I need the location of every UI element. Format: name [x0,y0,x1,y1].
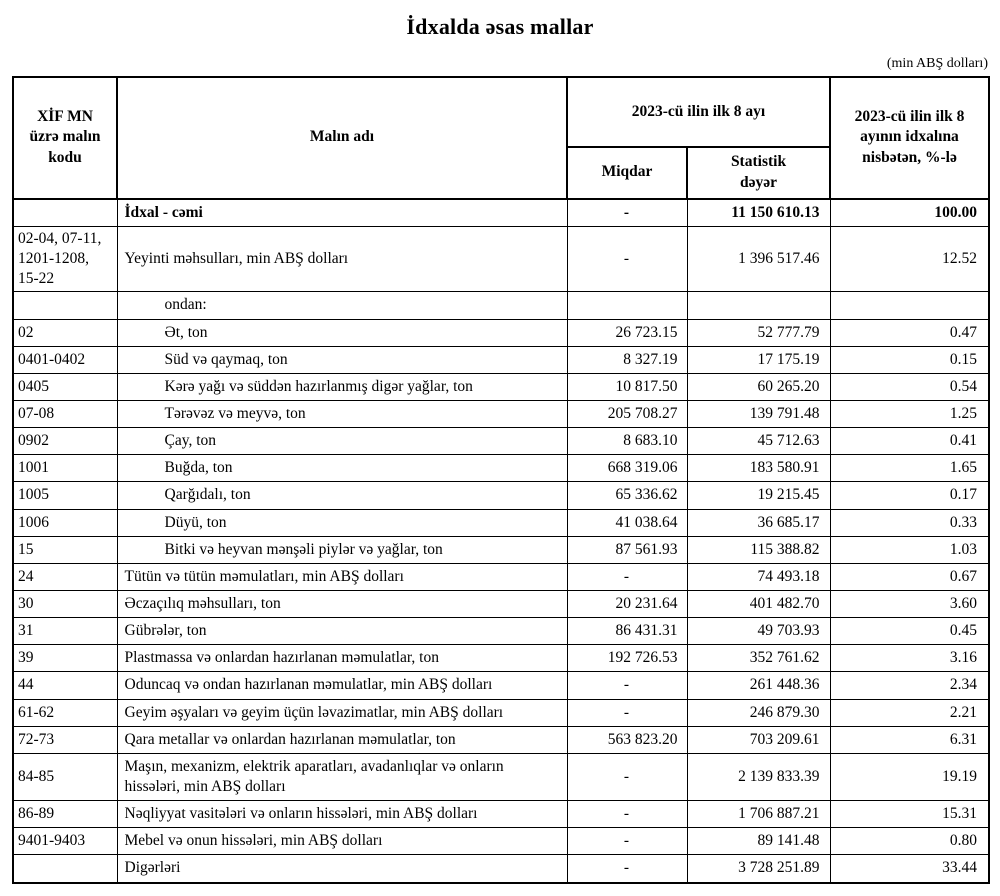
cell-quantity: 192 726.53 [567,645,687,672]
cell-code: 30 [13,590,117,617]
cell-share: 0.41 [830,428,989,455]
page-title: İdxalda əsas mallar [406,14,594,39]
cell-value: 261 448.36 [687,672,830,699]
table-header [13,77,989,199]
cell-quantity: 668 319.06 [567,455,687,482]
cell-quantity: - [567,199,687,227]
cell-quantity: - [567,226,687,291]
cell-name: Yeyinti məhsulları, min ABŞ dolları [117,226,567,291]
cell-code: 02 [13,319,117,346]
cell-name: Bitki və heyvan mənşəli piylər və yağlar, ton [117,536,567,563]
table-row [13,482,989,509]
cell-share: 2.21 [830,699,989,726]
cell-share: 0.33 [830,509,989,536]
cell-quantity: 563 823.20 [567,726,687,753]
cell-name: Süd və qaymaq, ton [117,346,567,373]
cell-name: Qara metallar və onlardan hazırlanan məmulatlar, ton [117,726,567,753]
header-period: 2023-cü ilin ilk 8 ayı [567,77,830,147]
header-code: XİF MN üzrə malın kodu [13,77,117,199]
cell-code: 1001 [13,455,117,482]
cell-code: 44 [13,672,117,699]
cell-name: Tərəvəz və meyvə, ton [117,400,567,427]
cell-quantity: 26 723.15 [567,319,687,346]
cell-code: 0902 [13,428,117,455]
cell-value: 17 175.19 [687,346,830,373]
cell-quantity: - [567,828,687,855]
cell-value: 352 761.62 [687,645,830,672]
header-name: Malın adı [117,77,567,199]
cell-share: 6.31 [830,726,989,753]
table-row [13,455,989,482]
cell-name: Plastmassa və onlardan hazırlanan məmulatlar, ton [117,645,567,672]
cell-quantity: 8 327.19 [567,346,687,373]
cell-share: 0.15 [830,346,989,373]
table-row [13,618,989,645]
header-row-top [13,77,989,147]
cell-name: Gübrələr, ton [117,618,567,645]
cell-name: ondan: [117,292,567,319]
cell-share: 0.45 [830,618,989,645]
cell-value: 401 482.70 [687,590,830,617]
table-row [13,645,989,672]
cell-code: 72-73 [13,726,117,753]
table-body [13,199,989,883]
cell-share: 33.44 [830,855,989,883]
header-value: Statistik dəyər [687,147,830,199]
header-quantity: Miqdar [567,147,687,199]
cell-name: Geyim əşyaları və geyim üçün ləvazimatlar, min ABŞ dolları [117,699,567,726]
unit-note: (min ABŞ dolları) [886,56,988,71]
cell-code: 24 [13,563,117,590]
cell-code [13,855,117,883]
cell-quantity: 41 038.64 [567,509,687,536]
cell-value: 2 139 833.39 [687,753,830,800]
cell-value: 74 493.18 [687,563,830,590]
table-row [13,199,989,227]
cell-code [13,199,117,227]
table-row [13,563,989,590]
cell-quantity: - [567,855,687,883]
cell-quantity: 205 708.27 [567,400,687,427]
cell-value: 49 703.93 [687,618,830,645]
cell-quantity: 87 561.93 [567,536,687,563]
cell-value: 19 215.45 [687,482,830,509]
cell-share: 3.60 [830,590,989,617]
cell-value: 183 580.91 [687,455,830,482]
cell-value: 115 388.82 [687,536,830,563]
cell-share: 15.31 [830,801,989,828]
cell-share: 1.65 [830,455,989,482]
table-row [13,801,989,828]
cell-quantity: - [567,753,687,800]
cell-name: Tütün və tütün məmulatları, min ABŞ dolları [117,563,567,590]
table-row [13,226,989,291]
cell-share: 3.16 [830,645,989,672]
cell-code: 9401-9403 [13,828,117,855]
cell-value: 52 777.79 [687,319,830,346]
cell-share: 0.54 [830,373,989,400]
cell-share: 2.34 [830,672,989,699]
cell-code [13,292,117,319]
cell-share: 12.52 [830,226,989,291]
table-row [13,590,989,617]
cell-value: 60 265.20 [687,373,830,400]
cell-value: 36 685.17 [687,509,830,536]
cell-code: 39 [13,645,117,672]
cell-quantity: - [567,699,687,726]
cell-name: Maşın, mexanizm, elektrik aparatları, avadanlıqlar və onların hissələri, min ABŞ dolları [117,753,567,800]
cell-value: 3 728 251.89 [687,855,830,883]
table-row [13,753,989,800]
cell-code: 15 [13,536,117,563]
cell-quantity: - [567,801,687,828]
table-row [13,373,989,400]
cell-value: 139 791.48 [687,400,830,427]
cell-code: 1006 [13,509,117,536]
cell-name: Ət, ton [117,319,567,346]
cell-code: 0401-0402 [13,346,117,373]
cell-code: 84-85 [13,753,117,800]
cell-value: 703 209.61 [687,726,830,753]
cell-value [687,292,830,319]
imports-table [12,76,990,884]
cell-name: Mebel və onun hissələri, min ABŞ dolları [117,828,567,855]
cell-name: Oduncaq və ondan hazırlanan məmulatlar, min ABŞ dolları [117,672,567,699]
cell-code: 1005 [13,482,117,509]
cell-quantity [567,292,687,319]
table-row [13,292,989,319]
cell-name: Düyü, ton [117,509,567,536]
table-row [13,828,989,855]
cell-code: 02-04, 07-11, 1201-1208, 15-22 [13,226,117,291]
table-row [13,536,989,563]
cell-name: Çay, ton [117,428,567,455]
table-row [13,319,989,346]
table-row [13,672,989,699]
cell-name: İdxal - cəmi [117,199,567,227]
cell-share: 0.67 [830,563,989,590]
cell-value: 246 879.30 [687,699,830,726]
table-row [13,346,989,373]
table-row [13,726,989,753]
table-row [13,428,989,455]
cell-name: Nəqliyyat vasitələri və onların hissələri, min ABŞ dolları [117,801,567,828]
cell-share: 1.03 [830,536,989,563]
cell-value: 45 712.63 [687,428,830,455]
table-row [13,509,989,536]
cell-name: Digərləri [117,855,567,883]
cell-quantity: - [567,563,687,590]
cell-value: 1 396 517.46 [687,226,830,291]
cell-share: 0.47 [830,319,989,346]
cell-name: Kərə yağı və süddən hazırlanmış digər yağlar, ton [117,373,567,400]
cell-value: 89 141.48 [687,828,830,855]
cell-share [830,292,989,319]
cell-quantity: 10 817.50 [567,373,687,400]
cell-quantity: 86 431.31 [567,618,687,645]
cell-quantity: 8 683.10 [567,428,687,455]
cell-quantity: 65 336.62 [567,482,687,509]
cell-value: 11 150 610.13 [687,199,830,227]
cell-name: Buğda, ton [117,455,567,482]
cell-quantity: 20 231.64 [567,590,687,617]
cell-share: 0.17 [830,482,989,509]
cell-code: 31 [13,618,117,645]
table-row [13,699,989,726]
header-share: 2023-cü ilin ilk 8 ayının idxalına nisbətən, %-lə [830,77,989,199]
cell-code: 0405 [13,373,117,400]
cell-share: 100.00 [830,199,989,227]
cell-value: 1 706 887.21 [687,801,830,828]
cell-code: 61-62 [13,699,117,726]
table-row [13,400,989,427]
table-row [13,855,989,883]
cell-name: Əczaçılıq məhsulları, ton [117,590,567,617]
cell-share: 1.25 [830,400,989,427]
cell-share: 19.19 [830,753,989,800]
cell-code: 07-08 [13,400,117,427]
cell-code: 86-89 [13,801,117,828]
cell-name: Qarğıdalı, ton [117,482,567,509]
cell-share: 0.80 [830,828,989,855]
cell-quantity: - [567,672,687,699]
